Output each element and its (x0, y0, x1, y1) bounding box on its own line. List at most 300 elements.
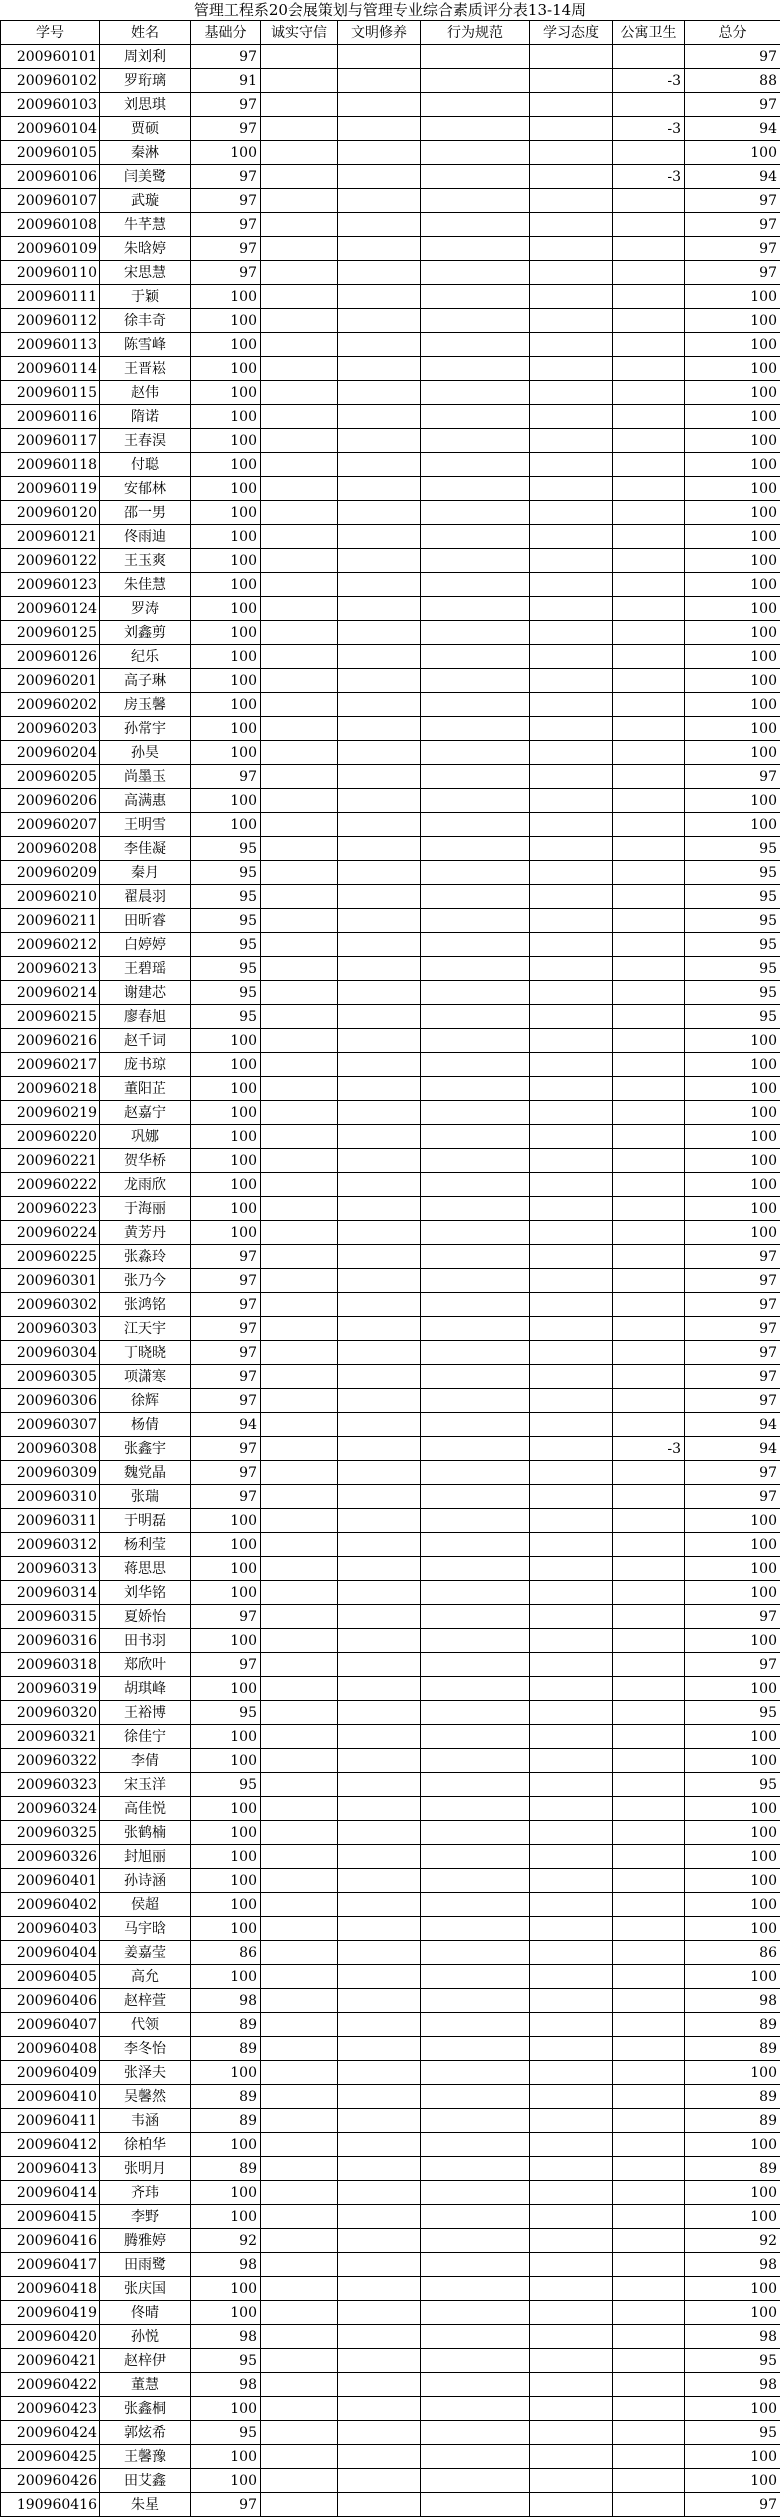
conduct-cell (421, 2301, 530, 2325)
total-cell: 100 (685, 1533, 780, 1557)
dorm-hygiene-cell (613, 2133, 685, 2157)
table-row (1, 693, 780, 717)
honesty-cell (261, 1077, 338, 1101)
civility-cell (338, 2229, 421, 2253)
honesty-cell (261, 1533, 338, 1557)
dorm-hygiene-cell (613, 1653, 685, 1677)
total-cell: 88 (685, 69, 780, 93)
name-cell: 贺华桥 (100, 1149, 191, 1173)
base-score-cell: 100 (191, 501, 261, 525)
honesty-cell (261, 1917, 338, 1941)
table-row (1, 621, 780, 645)
base-score-cell: 100 (191, 1893, 261, 1917)
total-cell: 95 (685, 2421, 780, 2445)
civility-cell (338, 93, 421, 117)
dorm-hygiene-cell (613, 2061, 685, 2085)
base-score-cell: 89 (191, 2157, 261, 2181)
table-row (1, 813, 780, 837)
conduct-cell (421, 1173, 530, 1197)
study-attitude-cell (530, 1965, 613, 1989)
conduct-cell (421, 1941, 530, 1965)
student-id-cell: 200960414 (1, 2181, 100, 2205)
total-cell: 100 (685, 285, 780, 309)
conduct-cell (421, 741, 530, 765)
name-cell: 安郁林 (100, 477, 191, 501)
civility-cell (338, 909, 421, 933)
dorm-hygiene-cell: -3 (613, 165, 685, 189)
total-cell: 100 (685, 2397, 780, 2421)
study-attitude-cell (530, 93, 613, 117)
study-attitude-cell (530, 1413, 613, 1437)
civility-cell (338, 1173, 421, 1197)
name-cell: 赵梓萱 (100, 1989, 191, 2013)
study-attitude-cell (530, 1317, 613, 1341)
conduct-cell (421, 1221, 530, 1245)
honesty-cell (261, 1629, 338, 1653)
table-row (1, 165, 780, 189)
total-cell: 100 (685, 1197, 780, 1221)
name-cell: 翟晨羽 (100, 885, 191, 909)
honesty-cell (261, 2445, 338, 2469)
student-id-cell: 200960308 (1, 1437, 100, 1461)
conduct-cell (421, 2133, 530, 2157)
total-cell: 100 (685, 1581, 780, 1605)
conduct-cell (421, 981, 530, 1005)
total-cell: 100 (685, 477, 780, 501)
honesty-cell (261, 1845, 338, 1869)
civility-cell (338, 1053, 421, 1077)
table-row (1, 933, 780, 957)
student-id-cell: 200960313 (1, 1557, 100, 1581)
study-attitude-cell (530, 309, 613, 333)
honesty-cell (261, 357, 338, 381)
student-id-cell: 200960411 (1, 2109, 100, 2133)
total-cell: 100 (685, 525, 780, 549)
name-cell: 于颖 (100, 285, 191, 309)
dorm-hygiene-cell (613, 2325, 685, 2349)
total-cell: 100 (685, 1077, 780, 1101)
student-id-cell: 200960307 (1, 1413, 100, 1437)
honesty-cell (261, 1965, 338, 1989)
student-id-cell: 200960417 (1, 2253, 100, 2277)
base-score-cell: 97 (191, 1389, 261, 1413)
base-score-cell: 97 (191, 1269, 261, 1293)
name-cell: 田昕睿 (100, 909, 191, 933)
civility-cell (338, 381, 421, 405)
civility-cell (338, 813, 421, 837)
student-id-cell: 200960424 (1, 2421, 100, 2445)
civility-cell (338, 1389, 421, 1413)
total-cell: 100 (685, 1029, 780, 1053)
dorm-hygiene-cell (613, 909, 685, 933)
conduct-cell (421, 2493, 530, 2517)
name-cell: 赵梓伊 (100, 2349, 191, 2373)
table-row (1, 1149, 780, 1173)
name-cell: 邵一男 (100, 501, 191, 525)
total-cell: 95 (685, 1005, 780, 1029)
conduct-cell (421, 2253, 530, 2277)
student-id-cell: 200960217 (1, 1053, 100, 1077)
student-id-cell: 200960121 (1, 525, 100, 549)
study-attitude-cell (530, 1101, 613, 1125)
total-cell: 100 (685, 717, 780, 741)
honesty-cell (261, 573, 338, 597)
table-row (1, 1893, 780, 1917)
name-cell: 秦月 (100, 861, 191, 885)
study-attitude-cell (530, 501, 613, 525)
base-score-cell: 92 (191, 2229, 261, 2253)
name-cell: 罗珩璃 (100, 69, 191, 93)
conduct-cell (421, 2013, 530, 2037)
study-attitude-cell (530, 1581, 613, 1605)
total-cell: 97 (685, 1389, 780, 1413)
base-score-cell: 100 (191, 1029, 261, 1053)
student-id-cell: 200960211 (1, 909, 100, 933)
total-cell: 97 (685, 261, 780, 285)
total-cell: 100 (685, 357, 780, 381)
total-cell: 100 (685, 1149, 780, 1173)
honesty-cell (261, 165, 338, 189)
base-score-cell: 100 (191, 2133, 261, 2157)
total-cell: 97 (685, 1653, 780, 1677)
civility-cell (338, 237, 421, 261)
student-id-cell: 200960105 (1, 141, 100, 165)
honesty-cell (261, 501, 338, 525)
honesty-cell (261, 981, 338, 1005)
table-row (1, 1365, 780, 1389)
civility-cell (338, 405, 421, 429)
study-attitude-cell (530, 1605, 613, 1629)
conduct-cell (421, 213, 530, 237)
student-id-cell: 200960124 (1, 597, 100, 621)
base-score-cell: 98 (191, 2325, 261, 2349)
conduct-cell (421, 2373, 530, 2397)
dorm-hygiene-cell (613, 1845, 685, 1869)
base-score-cell: 97 (191, 1293, 261, 1317)
base-score-cell: 100 (191, 1725, 261, 1749)
base-score-cell: 100 (191, 1581, 261, 1605)
name-cell: 刘鑫剪 (100, 621, 191, 645)
table-row (1, 261, 780, 285)
table-row (1, 453, 780, 477)
base-score-cell: 97 (191, 45, 261, 69)
dorm-hygiene-cell (613, 1293, 685, 1317)
base-score-cell: 100 (191, 1677, 261, 1701)
civility-cell (338, 1653, 421, 1677)
table-row (1, 2181, 780, 2205)
study-attitude-cell (530, 2325, 613, 2349)
civility-cell (338, 1125, 421, 1149)
study-attitude-cell (530, 1893, 613, 1917)
name-cell: 王馨豫 (100, 2445, 191, 2469)
civility-cell (338, 645, 421, 669)
conduct-cell (421, 1965, 530, 1989)
name-cell: 田书羽 (100, 1629, 191, 1653)
table-row (1, 837, 780, 861)
name-cell: 封旭丽 (100, 1845, 191, 1869)
study-attitude-cell (530, 765, 613, 789)
dorm-hygiene-cell (613, 981, 685, 1005)
dorm-hygiene-cell (613, 1245, 685, 1269)
total-cell: 97 (685, 1365, 780, 1389)
total-cell: 100 (685, 1821, 780, 1845)
base-score-cell: 100 (191, 1533, 261, 1557)
dorm-hygiene-cell (613, 693, 685, 717)
base-score-cell: 89 (191, 2109, 261, 2133)
civility-cell (338, 2349, 421, 2373)
dorm-hygiene-cell (613, 1869, 685, 1893)
total-cell: 100 (685, 1797, 780, 1821)
base-score-cell: 91 (191, 69, 261, 93)
conduct-cell (421, 1413, 530, 1437)
base-score-cell: 97 (191, 237, 261, 261)
table-row (1, 1797, 780, 1821)
total-cell: 100 (685, 2181, 780, 2205)
student-id-cell: 200960109 (1, 237, 100, 261)
name-cell: 李倩 (100, 1749, 191, 1773)
conduct-cell (421, 45, 530, 69)
honesty-cell (261, 1245, 338, 1269)
total-cell: 100 (685, 1749, 780, 1773)
student-id-cell: 200960108 (1, 213, 100, 237)
total-cell: 100 (685, 621, 780, 645)
name-cell: 张鑫宇 (100, 1437, 191, 1461)
total-cell: 97 (685, 1317, 780, 1341)
dorm-hygiene-cell (613, 837, 685, 861)
student-id-cell: 200960401 (1, 1869, 100, 1893)
civility-cell (338, 1149, 421, 1173)
honesty-cell (261, 1269, 338, 1293)
base-score-cell: 89 (191, 2037, 261, 2061)
civility-cell (338, 1197, 421, 1221)
conduct-cell (421, 1701, 530, 1725)
table-row (1, 2469, 780, 2493)
total-cell: 97 (685, 237, 780, 261)
civility-cell (338, 597, 421, 621)
study-attitude-cell (530, 837, 613, 861)
name-cell: 徐柏华 (100, 2133, 191, 2157)
base-score-cell: 95 (191, 909, 261, 933)
study-attitude-cell (530, 1557, 613, 1581)
student-id-cell: 200960326 (1, 1845, 100, 1869)
dorm-hygiene-cell (613, 1965, 685, 1989)
student-id-cell: 200960301 (1, 1269, 100, 1293)
conduct-cell (421, 1629, 530, 1653)
honesty-cell (261, 1821, 338, 1845)
base-score-cell: 100 (191, 381, 261, 405)
name-cell: 李佳凝 (100, 837, 191, 861)
honesty-cell (261, 1125, 338, 1149)
honesty-cell (261, 1221, 338, 1245)
civility-cell (338, 549, 421, 573)
civility-cell (338, 1101, 421, 1125)
name-cell: 孙昊 (100, 741, 191, 765)
name-cell: 夏娇怡 (100, 1605, 191, 1629)
name-cell: 赵嘉宁 (100, 1101, 191, 1125)
total-cell: 97 (685, 213, 780, 237)
civility-cell (338, 69, 421, 93)
student-id-cell: 200960406 (1, 1989, 100, 2013)
honesty-cell (261, 1605, 338, 1629)
table-row (1, 645, 780, 669)
honesty-cell (261, 813, 338, 837)
conduct-cell (421, 1605, 530, 1629)
study-attitude-cell (530, 285, 613, 309)
table-row (1, 1197, 780, 1221)
conduct-cell (421, 117, 530, 141)
total-cell: 92 (685, 2229, 780, 2253)
civility-cell (338, 213, 421, 237)
name-cell: 李野 (100, 2205, 191, 2229)
name-cell: 张鹤楠 (100, 1821, 191, 1845)
honesty-cell (261, 549, 338, 573)
student-id-cell: 200960426 (1, 2469, 100, 2493)
name-cell: 董慧 (100, 2373, 191, 2397)
base-score-cell: 100 (191, 1821, 261, 1845)
name-cell: 姜嘉莹 (100, 1941, 191, 1965)
honesty-cell (261, 1197, 338, 1221)
study-attitude-cell (530, 1653, 613, 1677)
base-score-cell: 100 (191, 1197, 261, 1221)
table-row (1, 717, 780, 741)
student-id-cell: 200960114 (1, 357, 100, 381)
base-score-cell: 100 (191, 1077, 261, 1101)
total-cell: 97 (685, 2493, 780, 2517)
civility-cell (338, 765, 421, 789)
honesty-cell (261, 2109, 338, 2133)
honesty-cell (261, 741, 338, 765)
study-attitude-cell (530, 2397, 613, 2421)
study-attitude-cell (530, 1533, 613, 1557)
civility-cell (338, 2469, 421, 2493)
base-score-cell: 95 (191, 2349, 261, 2373)
student-id-cell: 200960214 (1, 981, 100, 1005)
name-cell: 秦淋 (100, 141, 191, 165)
conduct-cell (421, 261, 530, 285)
base-score-cell: 100 (191, 2205, 261, 2229)
total-cell: 97 (685, 1605, 780, 1629)
dorm-hygiene-cell (613, 1365, 685, 1389)
name-cell: 龙雨欣 (100, 1173, 191, 1197)
header-row (1, 21, 780, 45)
civility-cell (338, 1293, 421, 1317)
civility-cell (338, 1461, 421, 1485)
study-attitude-cell (530, 2181, 613, 2205)
study-attitude-cell (530, 1029, 613, 1053)
base-score-cell: 100 (191, 2181, 261, 2205)
honesty-cell (261, 237, 338, 261)
base-score-cell: 95 (191, 1005, 261, 1029)
table-row (1, 1677, 780, 1701)
table-row (1, 1029, 780, 1053)
study-attitude-cell (530, 2253, 613, 2277)
dorm-hygiene-cell (613, 621, 685, 645)
total-cell: 100 (685, 1965, 780, 1989)
student-id-cell: 200960322 (1, 1749, 100, 1773)
dorm-hygiene-cell (613, 645, 685, 669)
base-score-cell: 98 (191, 2373, 261, 2397)
base-score-cell: 100 (191, 1509, 261, 1533)
student-id-cell: 200960205 (1, 765, 100, 789)
study-attitude-cell (530, 1989, 613, 2013)
total-cell: 89 (685, 2037, 780, 2061)
total-cell: 89 (685, 2109, 780, 2133)
honesty-cell (261, 45, 338, 69)
table-row (1, 1341, 780, 1365)
total-cell: 95 (685, 1701, 780, 1725)
student-id-cell: 200960422 (1, 2373, 100, 2397)
base-score-cell: 100 (191, 141, 261, 165)
name-cell: 齐玮 (100, 2181, 191, 2205)
name-cell: 王明雪 (100, 813, 191, 837)
conduct-cell (421, 861, 530, 885)
conduct-cell (421, 2229, 530, 2253)
conduct-cell (421, 1989, 530, 2013)
study-attitude-cell (530, 357, 613, 381)
name-cell: 孙诗涵 (100, 1869, 191, 1893)
study-attitude-cell (530, 525, 613, 549)
conduct-cell (421, 189, 530, 213)
dorm-hygiene-cell (613, 1149, 685, 1173)
total-cell: 100 (685, 597, 780, 621)
student-id-cell: 200960223 (1, 1197, 100, 1221)
civility-cell (338, 1221, 421, 1245)
study-attitude-cell (530, 645, 613, 669)
dorm-hygiene-cell (613, 501, 685, 525)
study-attitude-cell (530, 1797, 613, 1821)
table-row (1, 573, 780, 597)
base-score-cell: 95 (191, 933, 261, 957)
student-id-cell: 200960315 (1, 1605, 100, 1629)
dorm-hygiene-cell (613, 1077, 685, 1101)
study-attitude-cell (530, 1437, 613, 1461)
table-row (1, 1533, 780, 1557)
base-score-cell: 97 (191, 1365, 261, 1389)
study-attitude-cell (530, 1509, 613, 1533)
name-cell: 张淼玲 (100, 1245, 191, 1269)
conduct-cell (421, 1845, 530, 1869)
honesty-cell (261, 2373, 338, 2397)
total-cell: 100 (685, 1125, 780, 1149)
dorm-hygiene-cell (613, 1485, 685, 1509)
name-cell: 王春淏 (100, 429, 191, 453)
dorm-hygiene-cell (613, 1557, 685, 1581)
study-attitude-cell (530, 1869, 613, 1893)
base-score-cell: 100 (191, 357, 261, 381)
civility-cell (338, 2325, 421, 2349)
dorm-hygiene-cell (613, 93, 685, 117)
student-id-cell: 200960213 (1, 957, 100, 981)
study-attitude-cell (530, 909, 613, 933)
conduct-cell (421, 2205, 530, 2229)
name-cell: 徐丰奇 (100, 309, 191, 333)
civility-cell (338, 2301, 421, 2325)
dorm-hygiene-cell (613, 1893, 685, 1917)
table-row (1, 1917, 780, 1941)
table-row (1, 2061, 780, 2085)
conduct-cell (421, 1125, 530, 1149)
honesty-cell (261, 1485, 338, 1509)
student-id-cell: 200960106 (1, 165, 100, 189)
study-attitude-cell (530, 1173, 613, 1197)
dorm-hygiene-cell (613, 1821, 685, 1845)
student-id-cell: 200960209 (1, 861, 100, 885)
table-row (1, 789, 780, 813)
civility-cell (338, 933, 421, 957)
student-id-cell: 200960107 (1, 189, 100, 213)
study-attitude-cell (530, 1077, 613, 1101)
honesty-cell (261, 1557, 338, 1581)
